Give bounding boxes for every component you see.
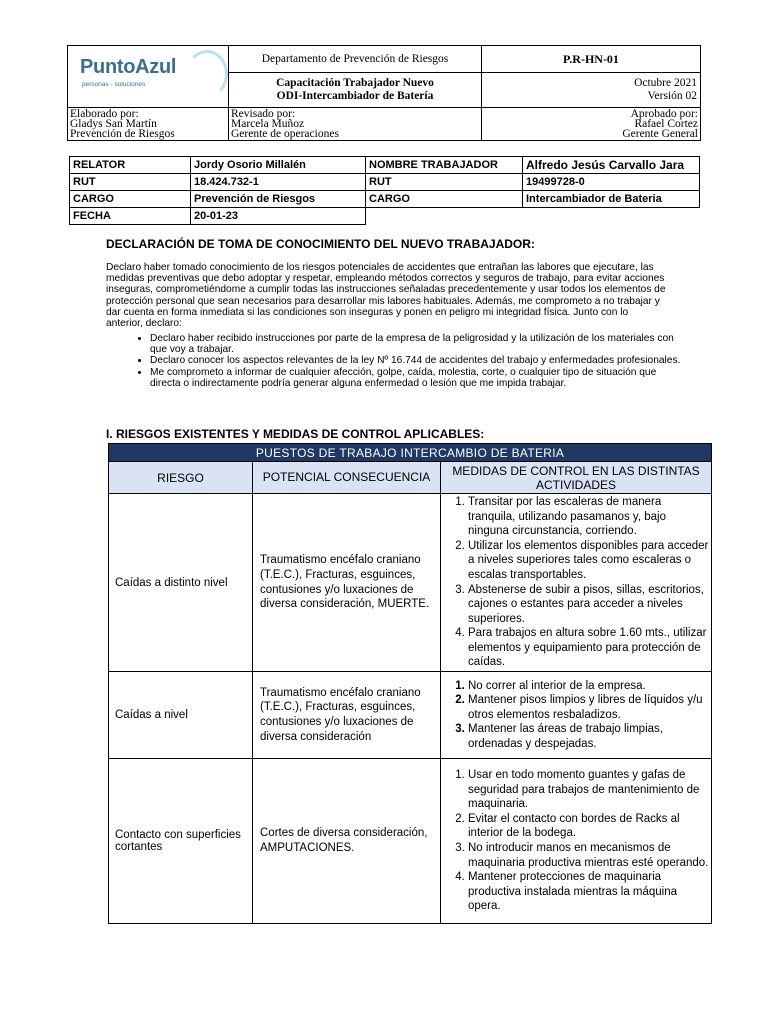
list-item: 4. Mantener protecciones de maquinaria productiva instalada mientras la máquina opera. (468, 870, 709, 914)
document-code: P.R-HN-01 (482, 46, 701, 73)
aprobado-name: Rafael Cortez (634, 118, 698, 130)
table-row (109, 672, 712, 759)
riesgo-cell: Caídas a nivel (109, 672, 253, 759)
list-item: 2. Utilizar los elementos disponibles para acceder a niveles superiores tales como escaleras o escalas transportables. (468, 539, 709, 583)
table-row (109, 759, 712, 924)
cargo-value-relator: Prevención de Riesgos (191, 191, 366, 208)
title-line-1: Capacitación Trabajador Nuevo (276, 77, 434, 89)
revisado-role: Gerente de operaciones (231, 128, 339, 140)
medidas-cell (441, 759, 712, 924)
fecha-value: 20-01-23 (191, 208, 366, 225)
document-date-version (482, 73, 701, 108)
revisado-name: Marcela Muñoz (231, 118, 305, 130)
document-title (229, 73, 482, 108)
aprobado-cell (482, 108, 701, 141)
list-item: 3. No introducir manos en mecanismos de maquinaria productiva mientras esté operando. (468, 841, 709, 870)
revisado-label: Revisado por: (231, 108, 296, 120)
rut-value-relator: 18.424.732-1 (191, 174, 366, 191)
document-version: Versión 02 (647, 90, 697, 102)
column-header-consecuencia: POTENCIAL CONSECUENCIA (253, 462, 441, 494)
consecuencia-cell: Traumatismo encéfalo craniano (T.E.C.), Fracturas, esguinces, contusiones y/o luxaciones de diversa consideración, MUERTE. (253, 494, 441, 672)
declaration-bullet: • Me comprometo a informar de cualquier afección, golpe, caída, molestia, corte, o cualquier tipo de situación que directa o indirectamente podría generar alguna enfermedad o lesión que me impida trabajar. (150, 367, 688, 389)
list-item: 3. Mantener las áreas de trabajo limpias, ordenadas y despejadas. (468, 722, 709, 751)
consecuencia-cell: Cortes de diversa consideración, AMPUTACIONES. (253, 759, 441, 924)
nombre-label: NOMBRE TRABAJADOR (366, 157, 523, 174)
list-item: 1. Transitar por las escaleras de manera tranquila, utilizando pasamanos y, bajo ninguna circunstancia, corriendo. (468, 495, 709, 539)
riesgo-cell: Caídas a distinto nivel (109, 494, 253, 672)
list-item: 4. Para trabajos en altura sobre 1.60 mts., utilizar elementos y equipamiento para protección de caídas. (468, 626, 709, 670)
document-date: Octubre 2021 (634, 77, 697, 89)
logo-cell (68, 46, 229, 108)
cargo-value-worker: Intercambiador de Bateria (523, 191, 700, 208)
medidas-cell (441, 494, 712, 672)
cargo-label-worker: CARGO (366, 191, 523, 208)
medidas-list (443, 679, 709, 752)
list-item: 1. Usar en todo momento guantes y gafas de seguridad para trabajos de mantenimiento de maquinaria. (468, 768, 709, 812)
list-item: 1. No correr al interior de la empresa. (468, 679, 709, 694)
fecha-label: FECHA (70, 208, 191, 225)
elaborado-label: Elaborado por: (70, 108, 139, 120)
column-header-medidas: MEDIDAS DE CONTROL EN LAS DISTINTAS ACTIVIDADES (441, 462, 712, 494)
aprobado-label: Aprobado por: (630, 108, 698, 120)
risk-table (108, 443, 712, 924)
worker-info-table (69, 156, 700, 225)
logo-tagline: personas - soluciones (82, 81, 146, 88)
declaration-title: DECLARACIÓN DE TOMA DE CONOCIMIENTO DEL NUEVO TRABAJADOR: (106, 237, 535, 251)
elaborado-role: Prevención de Riesgos (70, 128, 175, 140)
logo-name: PuntoAzul (80, 56, 177, 78)
company-logo (76, 54, 216, 94)
document-header (67, 45, 701, 141)
elaborado-cell (68, 108, 229, 141)
empty-cell (523, 208, 700, 225)
table-row (109, 494, 712, 672)
relator-value: Jordy Osorio Millalén (191, 157, 366, 174)
riesgo-cell: Contacto con superficies cortantes (109, 759, 253, 924)
logo-swoosh-icon (186, 50, 228, 98)
aprobado-role: Gerente General (622, 128, 698, 140)
rut-label-relator: RUT (70, 174, 191, 191)
declaration-bullet: • Declaro conocer los aspectos relevantes de la ley Nº 16.744 de accidentes del trabajo y enfermedades profesionales. (150, 355, 688, 366)
medidas-cell (441, 672, 712, 759)
cargo-label-relator: CARGO (70, 191, 191, 208)
department-name: Departamento de Prevención de Riesgos (229, 46, 482, 73)
declaration-bullets (132, 333, 688, 389)
relator-label: RELATOR (70, 157, 191, 174)
list-item: 3. Abstenerse de subir a pisos, sillas, escritorios, cajones o estantes para acceder a niveles superiores. (468, 583, 709, 627)
medidas-list (443, 768, 709, 914)
rut-label-worker: RUT (366, 174, 523, 191)
list-item: 2. Evitar el contacto con bordes de Racks al interior de la bodega. (468, 812, 709, 841)
medidas-list (443, 495, 709, 670)
rut-value-worker: 19499728-0 (523, 174, 700, 191)
revisado-cell (229, 108, 482, 141)
declaration-body: Declaro haber tomado conocimiento de los riesgos potenciales de accidentes que entrañan las labores que ejecutare, las medidas preventivas que debo adoptar y respetar, empleando métodos correctos y seguros de trabajo, para evitar acciones inseguras, comprometiéndome a cumplir todas las instrucciones señaladas precedentemente y usar todos los elementos de protección personal que sean necesarios para desarrollar mis labores habituales. Además, me comprometo a no trabajar y dar cuenta en forma inmediata si las condiciones son inseguras y ponen en peligro mi integridad física. Junto con lo anterior, declaro: (106, 262, 666, 330)
risk-table-banner: PUESTOS DE TRABAJO INTERCAMBIO DE BATERIA (109, 444, 712, 462)
column-header-riesgo: RIESGO (109, 462, 253, 494)
consecuencia-cell: Traumatismo encéfalo craniano (T.E.C.), Fracturas, esguinces, contusiones y/o luxaciones de diversa consideración (253, 672, 441, 759)
nombre-value: Alfredo Jesús Carvallo Jara (523, 157, 700, 174)
empty-cell (366, 208, 523, 225)
section-title: I. RIESGOS EXISTENTES Y MEDIDAS DE CONTROL APLICABLES: (106, 427, 485, 441)
elaborado-name: Gladys San Martín (70, 118, 157, 130)
title-line-2: ODI-Intercambiador de Batería (276, 90, 434, 102)
list-item: 2. Mantener pisos limpios y libres de líquidos y/u otros elementos resbaladizos. (468, 693, 709, 722)
declaration-bullet: • Declaro haber recibido instrucciones por parte de la empresa de la peligrosidad y la utilización de los materiales con que voy a trabajar. (150, 333, 688, 355)
